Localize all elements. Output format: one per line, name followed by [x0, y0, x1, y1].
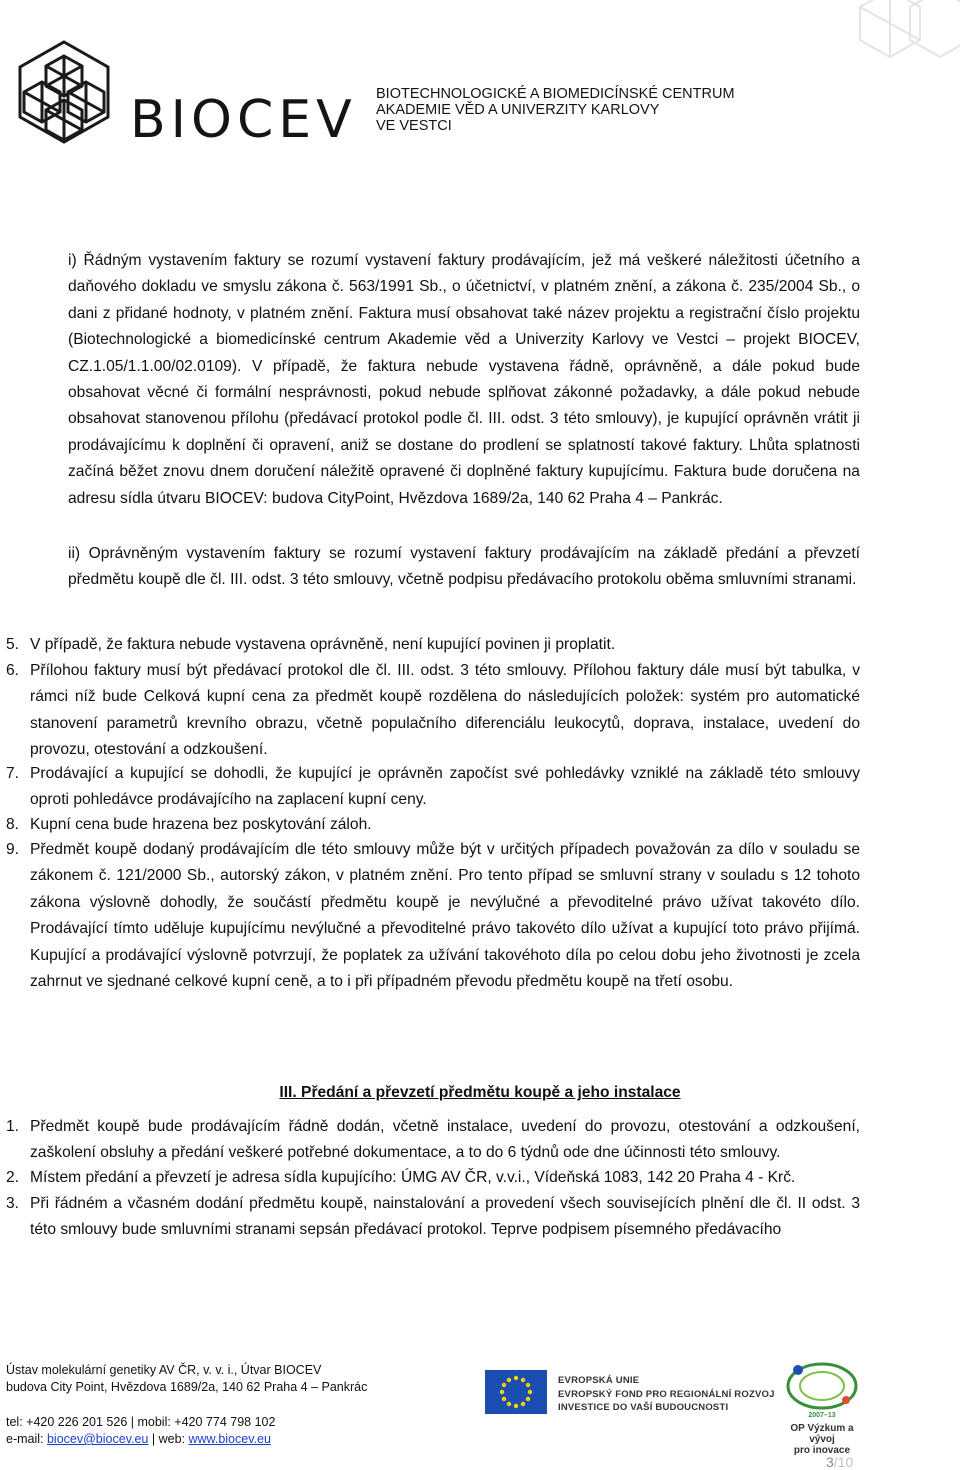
text-line: V případě, že faktura nebude vystavena oprávněně, není kupující povinen ji proplatit. — [30, 636, 616, 653]
text-line: Místem předání a převzetí je adresa sídla kupujícího: ÚMG AV ČR, v.v.i., Vídeňská 1083, 142 20 Praha 4 - Krč. — [30, 1169, 796, 1186]
decorative-hexagon-icon — [820, 0, 960, 60]
text-line: osobu. — [686, 973, 734, 991]
item-text — [30, 1114, 860, 1167]
item-text — [30, 1191, 860, 1244]
eu-stars-icon — [485, 1370, 547, 1414]
page-number — [826, 1454, 853, 1470]
op-line: pro inovace — [793, 1445, 851, 1456]
text-line: do provozu, otestování a odzkoušení. — [30, 714, 860, 759]
text-line: stanovení parametrů krevního obrazu, včetně populačního diferenciálu leukocytů, doprava, instalace, uvedení — [30, 714, 843, 732]
eu-flag-icon — [485, 1370, 547, 1414]
op-text — [782, 1410, 862, 1456]
text-line: předmětu koupě dle čl. III. odst. 3 této smlouvy, včetně podpisu předávacího protokolu oběma smluvními — [68, 571, 793, 589]
op-years: 2007–13 — [808, 1412, 836, 1419]
text-line: Prodávající a kupující se dohodli, že kupující je oprávněn započíst své pohledávky vzniklé na základě této smlouvy — [30, 765, 860, 782]
item-number: 9. — [6, 841, 20, 858]
text-line: Lhůta splatnosti začíná běžet znovu dnem doručení náležitě opravené či doplněné faktury kupujícímu. Faktura — [68, 436, 860, 481]
text-line: Předmět koupě dodaný prodávajícím dle této smlouvy může být v určitých případech považován za dílo v souladu se — [30, 841, 860, 858]
text-line: bude doručena na adresu sídla útvaru BIOCEV: budova CityPoint, Hvězdova 1689/2a, 140 62 Praha 4 – — [68, 463, 860, 507]
text-line: Pankrác. — [661, 489, 723, 507]
text-line: BIOCEV, CZ.1.05/1.1.00/02.0109). V případě, že faktura nebude vystavena řádně, oprávněně, a dále pokud — [68, 331, 860, 375]
item-text — [30, 812, 860, 838]
item-number: 3. — [6, 1195, 20, 1212]
text-line: oprávněn vrátit ji prodávajícímu k doplnění či opravení, aniž se dostane do prodlení se splatností takové faktury. — [68, 410, 860, 454]
footer — [0, 1300, 960, 1470]
institution-line: VE VESTCI — [376, 118, 452, 134]
item-text — [30, 658, 860, 764]
section-heading: III. Předání a převzetí předmětu koupě a jeho instalace — [279, 1084, 681, 1101]
eu-line: EVROPSKÝ FOND PRO REGIONÁLNÍ ROZVOJ — [558, 1388, 775, 1400]
eu-line: EVROPSKÁ UNIE — [558, 1375, 640, 1386]
email-label: e-mail: — [6, 1432, 47, 1446]
text-line: přijímá. Kupující a prodávající výslovně potvrzují, že poplatek za užívání takovéhoto díla po celou dobu jeho — [30, 920, 860, 964]
footer-address — [6, 1362, 367, 1395]
hexagon-logo-icon — [4, 38, 124, 148]
text-line: Při řádném a včasném dodání předmětu koupě, nainstalování a provedení všech souvisejících plnění dle čl. II odst. 3 — [30, 1195, 860, 1212]
item-text — [30, 632, 860, 658]
text-line: bude obsahovat věcné či formální nesprávnosti, pokud nebude splňovat zákonné požadavky, a dále pokud — [68, 357, 860, 402]
text-line: o dani z přidané hodnoty, v platném znění. Faktura musí obsahovat také název projektu a registrační číslo — [68, 278, 860, 322]
item-number: 7. — [6, 765, 20, 782]
item-number: 5. — [6, 636, 20, 653]
item-number: 8. — [6, 816, 20, 833]
web-link[interactable]: www.biocev.eu — [188, 1432, 271, 1446]
item-number: 6. — [6, 662, 20, 679]
text-line: i) Řádným vystavením faktury se rozumí vystavení faktury prodávajícím, jež má veškeré náležitosti účetního a — [68, 252, 860, 269]
institution-line: AKADEMIE VĚD A UNIVERZITY KARLOVY — [376, 102, 660, 118]
email-link[interactable]: biocev@biocev.eu — [46, 1432, 149, 1446]
biocev-logo — [4, 38, 357, 150]
text-line: nebude obsahovat stanovenou přílohu (předávací protokol podle čl. III. odst. 3 této smlouvy), je kupující — [68, 384, 860, 428]
text-line: Prodávající tímto uděluje kupujícímu nevýlučné a převoditelné právo takovéto dílo užívat a kupující toto právo — [30, 920, 809, 938]
page-total: /10 — [833, 1454, 854, 1470]
footer-org: Ústav molekulární genetiky AV ČR, v. v. i., Útvar BIOCEV — [6, 1363, 322, 1377]
footer-web-line — [6, 1431, 275, 1448]
text-line: v rámci níž bude Celková kupní cena za předmět koupě rozdělena do následujících položek: systém pro automatické — [30, 662, 860, 706]
text-line: životnosti je zcela zahrnut ve sjednané celkové kupní ceně, a to i při případném převodu předmětu koupě na třetí — [30, 946, 860, 991]
paragraph-i — [68, 248, 860, 512]
text-line: ii) Oprávněným vystavením faktury se rozumí vystavení faktury prodávajícím na základě předání a převzetí — [68, 545, 860, 562]
footer-phone: tel: +420 226 201 526 | mobil: +420 774 798 102 — [6, 1415, 276, 1429]
page-current: 3 — [826, 1454, 834, 1470]
text-line: Kupní cena bude hrazena bez poskytování záloh. — [30, 816, 372, 833]
text-line: Předmět koupě bude prodávajícím řádně dodán, včetně instalace, uvedení do provozu, otestování a odzkoušení, — [30, 1118, 860, 1135]
text-line: zákonem č. 121/2000 Sb., autorský zákon, v platném znění. Pro tento případ se smluvní strany v souladu s 12 — [30, 867, 817, 885]
logo-wordmark: BIOCEV — [130, 90, 357, 150]
op-line: OP Výzkum a vývoj — [790, 1423, 854, 1445]
text-line: této smlouvy bude smluvními stranami sepsán předávací protokol. Teprve podpisem písemného předávacího — [30, 1221, 782, 1239]
text-line: stranami. — [792, 571, 857, 589]
paragraph-ii — [68, 541, 860, 594]
text-line: projektu (Biotechnologické a biomedicínské centrum Akademie věd a Univerzity Karlovy ve Vestci – projekt — [68, 304, 860, 349]
item-text — [30, 761, 860, 814]
web-label: | web: — [148, 1432, 189, 1446]
item-number: 1. — [6, 1118, 20, 1135]
text-line: tohoto zákona výslovně dohodly, že součástí předmětu koupě je nevýlučné a převoditelné právo užívat takovéto dílo. — [30, 867, 860, 911]
eu-text — [558, 1374, 775, 1415]
text-line: oproti pohledávce prodávajícího na zaplacení kupní ceny. — [30, 791, 427, 809]
text-line: Přílohou faktury musí být předávací protokol dle čl. III. odst. 3 této smlouvy. Přílohou faktury dále musí být tabulka, — [30, 662, 853, 679]
item-number: 2. — [6, 1169, 20, 1186]
institution-name — [376, 86, 735, 134]
text-line: daňového dokladu ve smyslu zákona č. 563/1991 Sb., o účetnictví, v platném znění, a zákona č. 235/2004 Sb., — [68, 278, 852, 296]
item-text — [30, 837, 860, 995]
footer-contacts — [6, 1414, 275, 1448]
institution-line: BIOTECHNOLOGICKÉ A BIOMEDICÍNSKÉ CENTRUM — [376, 86, 735, 102]
item-text — [30, 1165, 860, 1191]
text-line: zaškolení obsluhy a předání veškeré potřebné dokumentace, a to do 6 týdnů ode dne účinnosti této smlouvy. — [30, 1144, 781, 1162]
footer-street: budova City Point, Hvězdova 1689/2a, 140 62 Praha 4 – Pankrác — [6, 1379, 368, 1394]
eu-line: INVESTICE DO VAŠÍ BUDOUCNOSTI — [558, 1402, 729, 1413]
